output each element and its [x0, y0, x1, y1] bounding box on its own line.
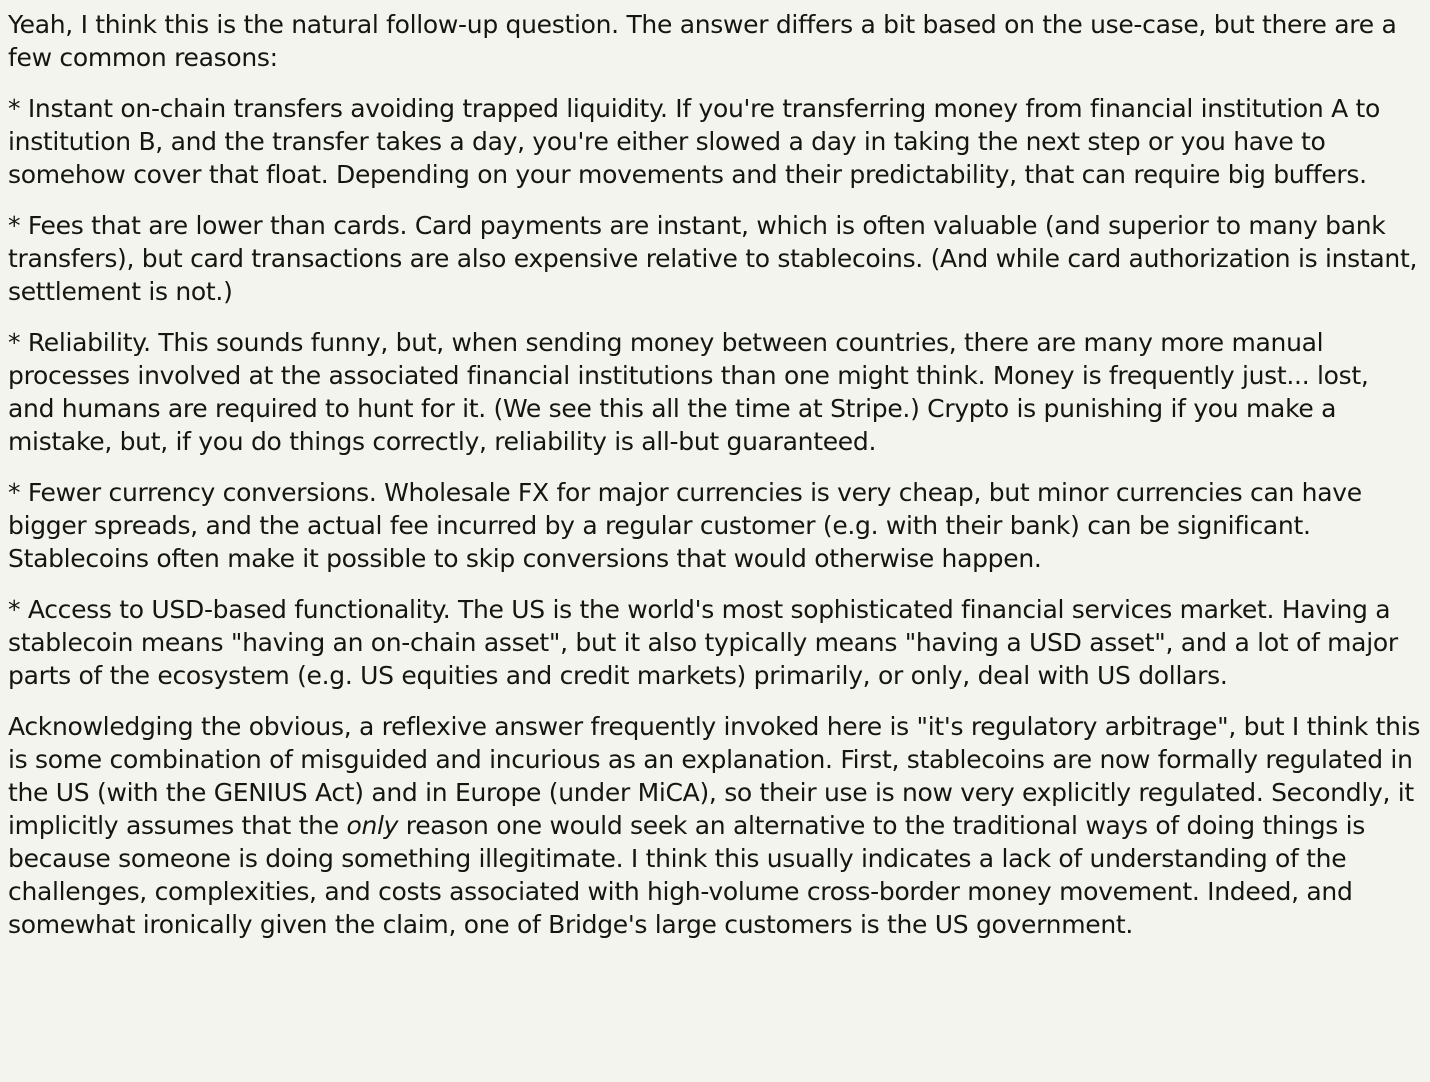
text-segment: * Fewer currency conversions. Wholesale FX for major currencies is very cheap, but minor currencies can have bigger spreads, and the actual fee incurred by a regular customer (e.g. with their bank) can be significant. Stablecoins often make it possible to skip conversions that would otherwise happen. [8, 478, 1362, 573]
paragraph [8, 476, 1422, 575]
paragraph [8, 92, 1422, 191]
paragraph [8, 8, 1422, 74]
paragraph [8, 326, 1422, 458]
emphasized-text: only [346, 811, 399, 840]
text-segment: * Reliability. This sounds funny, but, when sending money between countries, there are many more manual processes involved at the associated financial institutions than one might think. Money is frequently just... lost, and humans are required to hunt for it. (We see this all the time at Stripe.) Crypto is punishing if you make a mistake, but, if you do things correctly, reliability is all-but guaranteed. [8, 328, 1369, 456]
paragraph [8, 209, 1422, 308]
text-segment: * Fees that are lower than cards. Card payments are instant, which is often valuable (and superior to many bank transfers), but card transactions are also expensive relative to stablecoins. (And while card authorization is instant, settlement is not.) [8, 211, 1418, 306]
paragraph [8, 593, 1422, 692]
text-segment: * Access to USD-based functionality. The US is the world's most sophisticated financial services market. Having a stablecoin means "having an on-chain asset", but it also typically means "having a USD asset", and a lot of major parts of the ecosystem (e.g. US equities and credit markets) primarily, or only, deal with US dollars. [8, 595, 1398, 690]
text-segment: * Instant on-chain transfers avoiding trapped liquidity. If you're transferring money from financial institution A to institution B, and the transfer takes a day, you're either slowed a day in taking the next step or you have to somehow cover that float. Depending on your movements and their predictability, that can require big buffers. [8, 94, 1381, 189]
text-segment: Acknowledging the obvious, a reflexive answer frequently invoked here is "it's regulatory arbitrage", but I think this is some combination of misguided and incurious as an explanation. First, stablecoins are now formally regulated in the US (with the GENIUS Act) and in Europe (under MiCA), so their use is now very explicitly regulated. Secondly, it implicitly assumes that the [8, 712, 1421, 840]
paragraph [8, 710, 1422, 941]
text-segment: Yeah, I think this is the natural follow-up question. The answer differs a bit based on the use-case, but there are a few common reasons: [8, 10, 1397, 72]
text-segment: reason one would seek an alternative to the traditional ways of doing things is because someone is doing something illegitimate. I think this usually indicates a lack of understanding of the challenges, complexities, and costs associated with high-volume cross-border money movement. Indeed, and somewhat ironically given the claim, one of Bridge's large customers is the US government. [8, 811, 1366, 939]
